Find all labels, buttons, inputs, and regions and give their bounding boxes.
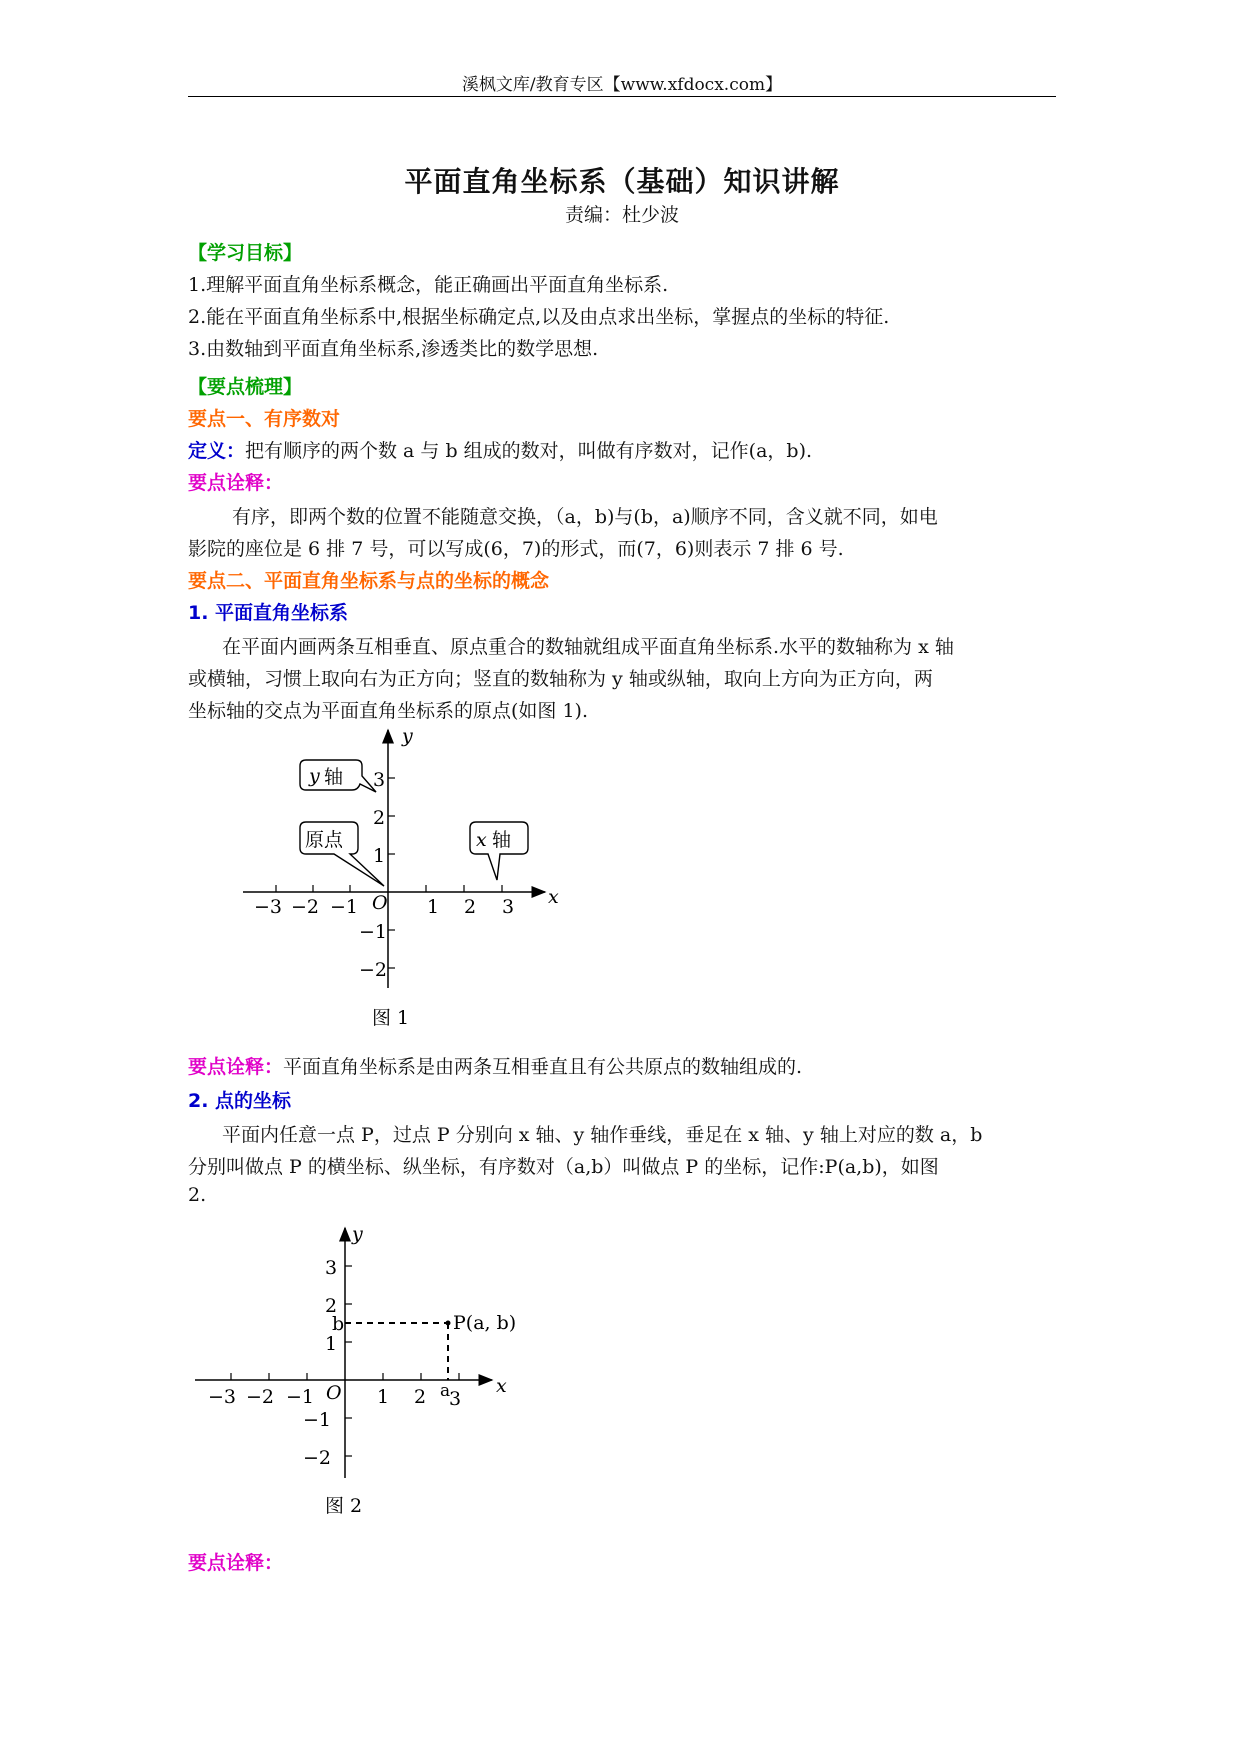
y-tick-label: 2 bbox=[325, 1295, 338, 1317]
figure-2-caption: 图 2 bbox=[325, 1495, 363, 1517]
note1-text: 有序，即两个数的位置不能随意交换，（a，b)与(b，a)顺序不同，含义就不同，如电 bbox=[232, 506, 938, 528]
x-tick-label: 1 bbox=[377, 1386, 390, 1408]
sub2-text: 2. bbox=[188, 1184, 207, 1206]
x-tick-label: −2 bbox=[291, 896, 320, 918]
y-tick-label: −1 bbox=[303, 1409, 332, 1431]
note3-label: 要点诠释： bbox=[188, 1552, 284, 1574]
x-axis-label: x bbox=[548, 886, 559, 908]
goal-item: 2.能在平面直角坐标系中,根据坐标确定点,以及由点求出坐标，掌握点的坐标的特征. bbox=[188, 306, 890, 328]
x-tick-label: 3 bbox=[449, 1388, 462, 1410]
y-tick-label: 1 bbox=[373, 845, 386, 867]
x-axis-label: x bbox=[496, 1375, 507, 1397]
point1-title: 要点一、有序数对 bbox=[188, 408, 341, 430]
callout-x-word: 轴 bbox=[492, 829, 512, 851]
b-label: b bbox=[332, 1313, 345, 1335]
callout-x-var: x bbox=[476, 829, 487, 851]
origin-label: O bbox=[372, 892, 388, 914]
sub1-text: 坐标轴的交点为平面直角坐标系的原点(如图 1). bbox=[188, 700, 588, 722]
outline-heading: 【要点梳理】 bbox=[188, 376, 303, 398]
goals-heading: 【学习目标】 bbox=[188, 242, 303, 264]
point-p-marker bbox=[446, 1321, 451, 1326]
callout-origin-text: 原点 bbox=[305, 829, 344, 851]
y-axis-label: y bbox=[352, 1223, 363, 1245]
x-tick-label: 3 bbox=[502, 896, 515, 918]
sub2-text: 分别叫做点 P 的横坐标、纵坐标，有序数对（a,b）叫做点 P 的坐标，记作:P(a,b)，如图 bbox=[188, 1156, 939, 1178]
subsection-title: 1. 平面直角坐标系 bbox=[188, 602, 349, 624]
callout-y-word: 轴 bbox=[324, 766, 344, 788]
y-tick-label: −2 bbox=[359, 959, 388, 981]
x-tick-label: 1 bbox=[427, 896, 440, 918]
x-tick-label: −3 bbox=[208, 1386, 237, 1408]
callout-y-var: y bbox=[309, 765, 320, 787]
x-tick-label: −1 bbox=[286, 1386, 315, 1408]
y-tick-label: −1 bbox=[359, 921, 388, 943]
a-label: a bbox=[440, 1381, 451, 1401]
figure-1-caption: 图 1 bbox=[372, 1007, 410, 1029]
editor-credit: 责编：杜少波 bbox=[564, 204, 679, 226]
definition-label: 定义： bbox=[188, 440, 246, 462]
goal-item: 3.由数轴到平面直角坐标系,渗透类比的数学思想. bbox=[188, 338, 599, 360]
page-title: 平面直角坐标系（基础）知识讲解 bbox=[404, 165, 840, 198]
note2-text: 平面直角坐标系是由两条互相垂直且有公共原点的数轴组成的. bbox=[283, 1056, 803, 1078]
note1-text: 影院的座位是 6 排 7 号，可以写成(6，7)的形式，而(7，6)则表示 7 排 6 号. bbox=[188, 538, 844, 560]
sub1-text: 或横轴，习惯上取向右为正方向；竖直的数轴称为 y 轴或纵轴，取向上方向为正方向，两 bbox=[188, 668, 933, 690]
y-tick-label: −2 bbox=[303, 1447, 332, 1469]
y-tick-label: 2 bbox=[373, 807, 386, 829]
note-label: 要点诠释： bbox=[188, 472, 284, 494]
y-tick-label: 3 bbox=[325, 1257, 338, 1279]
x-tick-label: −2 bbox=[246, 1386, 275, 1408]
definition-text: 把有顺序的两个数 a 与 b 组成的数对，叫做有序数对，记作(a，b). bbox=[245, 440, 813, 462]
x-tick-label: −3 bbox=[254, 896, 283, 918]
point2-title: 要点二、平面直角坐标系与点的坐标的概念 bbox=[188, 570, 550, 592]
point-p-label: P(a, b) bbox=[453, 1312, 517, 1334]
sub1-text: 在平面内画两条互相垂直、原点重合的数轴就组成平面直角坐标系.水平的数轴称为 x 轴 bbox=[222, 636, 954, 658]
x-tick-label: 2 bbox=[464, 896, 477, 918]
y-axis-label: y bbox=[402, 725, 413, 747]
y-tick-label: 1 bbox=[325, 1333, 338, 1355]
subsection-title: 2. 点的坐标 bbox=[188, 1090, 292, 1112]
y-tick-label: 3 bbox=[373, 769, 386, 791]
sub2-text: 平面内任意一点 P，过点 P 分别向 x 轴、y 轴作垂线，垂足在 x 轴、y 轴上对应的数 a，b bbox=[222, 1124, 983, 1146]
page-header: 溪枫文库/教育专区【www.xfdocx.com】 bbox=[461, 75, 783, 95]
goal-item: 1.理解平面直角坐标系概念，能正确画出平面直角坐标系. bbox=[188, 274, 669, 296]
note2-label: 要点诠释： bbox=[188, 1056, 284, 1078]
x-tick-label: −1 bbox=[330, 896, 359, 918]
x-tick-label: 2 bbox=[414, 1386, 427, 1408]
origin-label: O bbox=[326, 1382, 342, 1404]
